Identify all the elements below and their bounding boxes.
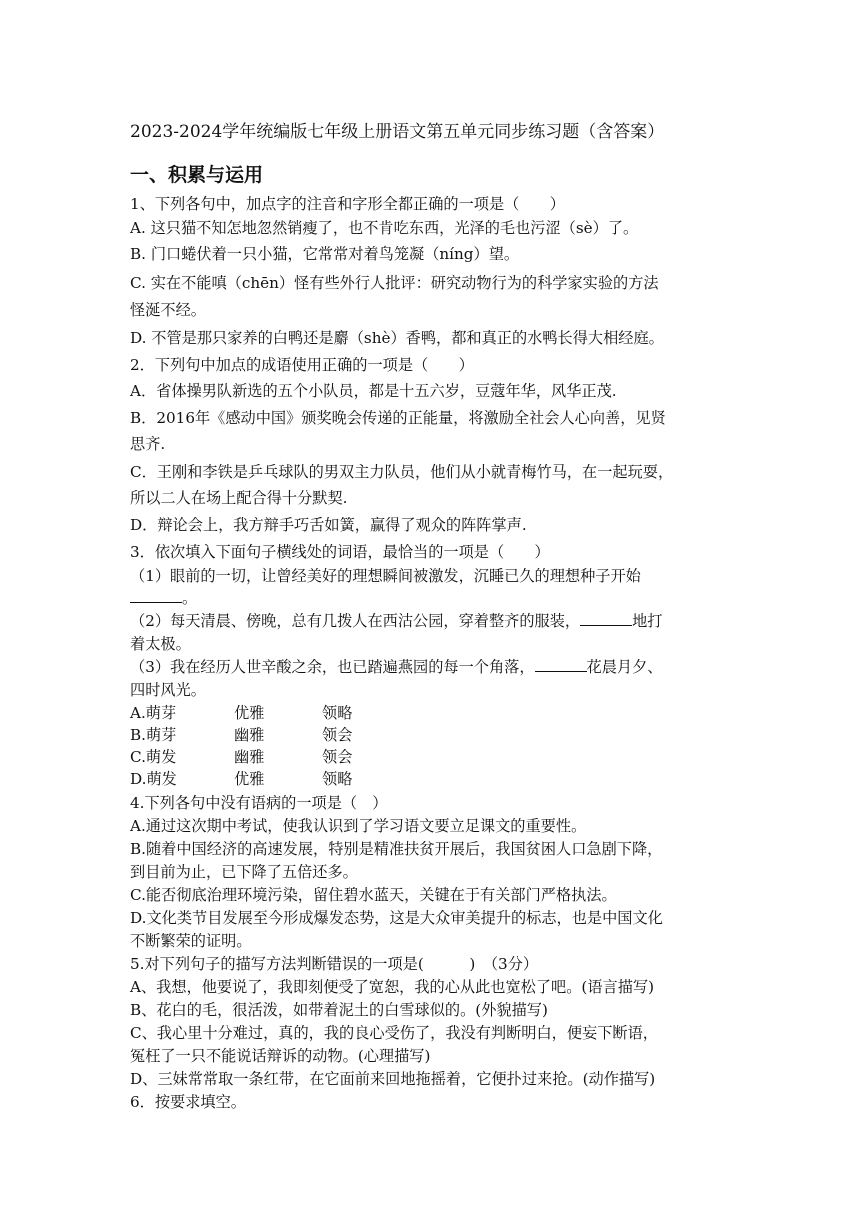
option-word: 领会 [322, 748, 353, 766]
q3-sentence2-tail: 地打 [632, 612, 663, 630]
option-word: C.萌发 [130, 748, 177, 766]
option-word: 领略 [322, 704, 353, 722]
q3-sentence3-tail: 花晨月夕、 [586, 658, 663, 676]
q3-sentence3 [130, 656, 662, 678]
q5-option-b: B、花白的毛，很活泼，如带着泥土的白雪球似的。(外貌描写) [130, 1001, 548, 1019]
q2-option-d: D．辩论会上，我方辩手巧舌如簧，赢得了观众的阵阵掌声. [130, 516, 527, 534]
option-word: D.萌发 [130, 770, 177, 788]
q4-option-c: C.能否彻底治理环境污染，留住碧水蓝天，关键在于有关部门严格执法。 [130, 886, 617, 904]
q1-option-c-line2: 怪涎不经。 [130, 301, 206, 319]
q5-stem: 5.对下列句子的描写方法判断错误的一项是( ) （3分） [130, 955, 539, 973]
q3-option-row [130, 768, 352, 790]
q3-options [130, 702, 352, 790]
q4-stem: 4.下列各句中没有语病的一项是（ ） [130, 794, 388, 812]
q4-option-d-line2: 不断繁荣的证明。 [130, 932, 252, 950]
q2-option-b-line1: B．2016年《感动中国》颁奖晚会传递的正能量，将激励全社会人心向善，见贤 [130, 409, 666, 427]
q2-option-c-line1: C．王刚和李铁是乒乓球队的男双主力队员，他们从小就青梅竹马，在一起玩耍， [130, 463, 674, 481]
q1-stem: 1、下列各句中，加点字的注音和字形全都正确的一项是（ ） [130, 195, 565, 213]
q5-option-c-line1: C、我心里十分难过，真的，我的良心受伤了，我没有判断明白，便妄下断语， [130, 1024, 658, 1042]
q3-sentence2-text: （2）每天清晨、傍晚，总有几拨人在西沽公园，穿着整齐的服装， [130, 612, 581, 630]
q3-sentence1: （1）眼前的一切，让曾经美好的理想瞬间被激发，沉睡已久的理想种子开始 [130, 567, 641, 585]
q4-option-b-line2: 到目前为止，已下降了五倍还多。 [130, 863, 358, 881]
q3-option-row [130, 746, 352, 768]
q2-option-a: A．省体操男队新选的五个小队员，都是十五六岁，豆蔻年华，风华正茂. [130, 382, 617, 400]
q3-sentence2-line2: 着太极。 [130, 635, 191, 653]
q4-option-b-line1: B.随着中国经济的高速发展，特别是精准扶贫开展后，我国贫困人口急剧下降， [130, 840, 663, 858]
option-word: 幽雅 [234, 748, 265, 766]
q1-option-a: A. 这只猫不知怎地忽然销瘦了，也不肯吃东西，光泽的毛也污涩（sè）了。 [130, 219, 639, 237]
option-word: A.萌芽 [130, 704, 177, 722]
q3-sentence2 [130, 610, 662, 632]
q3-stem: 3．依次填入下面句子横线处的词语，最恰当的一项是（ ） [130, 543, 550, 561]
q1-option-d: D. 不管是那只家养的白鸭还是麝（shè）香鸭，都和真正的水鸭长得大相经庭。 [130, 329, 664, 347]
q2-stem: 2．下列句中加点的成语使用正确的一项是（ ） [130, 356, 474, 374]
q3-sentence3-text: （3）我在经历人世辛酸之余，也已踏遍燕园的每一个角落， [130, 658, 535, 676]
q2-option-c-line2: 所以二人在场上配合得十分默契. [130, 489, 348, 507]
option-word: 领略 [322, 770, 353, 788]
q5-option-d: D、三妹常常取一条红带，在它面前来回地拖摇着，它便扑过来抢。(动作描写) [130, 1070, 656, 1088]
section-heading: 一、积累与运用 [130, 164, 264, 186]
document-title: 2023-2024学年统编版七年级上册语文第五单元同步练习题（含答案） [130, 122, 665, 142]
q4-option-a: A.通过这次期中考试，使我认识到了学习语文要立足课文的重要性。 [130, 817, 587, 835]
q1-option-c-line1: C. 实在不能嗔（chēn）怪有些外行人批评：研究动物行为的科学家实验的方法 [130, 274, 659, 292]
fill-blank[interactable] [580, 611, 632, 626]
option-word: 优雅 [234, 704, 265, 722]
option-word: 优雅 [234, 770, 265, 788]
q6-stem: 6．按要求填空。 [130, 1093, 246, 1111]
option-word: 幽雅 [234, 726, 265, 744]
q3-sentence1-tail: 。 [182, 589, 198, 607]
q5-option-c-line2: 冤枉了一只不能说话辩诉的动物。(心理描写) [130, 1047, 431, 1065]
option-word: B.萌芽 [130, 726, 177, 744]
option-word: 领会 [322, 726, 353, 744]
q5-option-a: A、我想，他要说了，我即刻便受了宽恕，我的心从此也宽松了吧。(语言描写) [130, 978, 655, 996]
q3-option-row [130, 724, 352, 746]
q2-option-b-line2: 思齐. [130, 435, 166, 453]
q3-sentence3-line2: 四时风光。 [130, 681, 206, 699]
fill-blank[interactable] [130, 588, 182, 603]
q3-option-row [130, 702, 352, 724]
q3-sentence1-end [130, 587, 197, 609]
fill-blank[interactable] [535, 657, 587, 672]
q4-option-d-line1: D.文化类节目发展至今形成爆发态势，这是大众审美提升的标志，也是中国文化 [130, 909, 663, 927]
q1-option-b: B. 门口蜷伏着一只小猫，它常常对着鸟笼凝（níng）望。 [130, 245, 520, 263]
